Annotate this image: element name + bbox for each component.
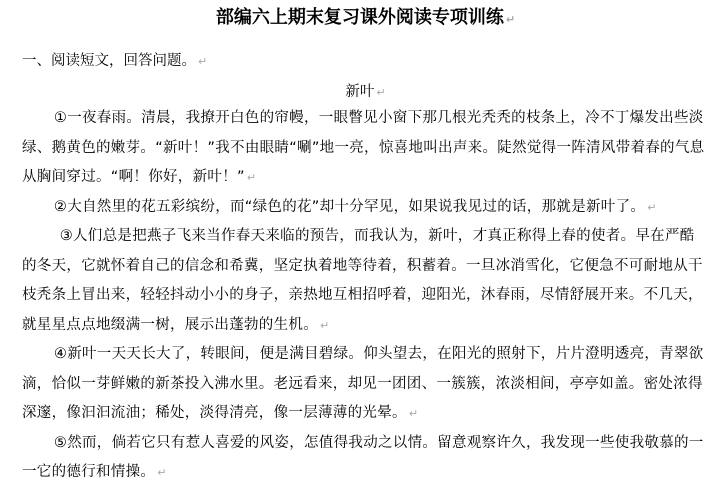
document-title — [22, 4, 709, 32]
paragraph-mark-icon: ↵ — [376, 86, 386, 99]
passage-title — [22, 80, 709, 104]
paragraph-text: ②大自然里的花五彩缤纷，而“绿色的花”却十分罕见，如果说我见过的话，那就是新叶了。 — [53, 198, 646, 215]
paragraph-text: ④新叶一天天长大了，转眼间，便是满目碧绿。仰头望去，在阳光的照射下，片片澄明透亮，青翠欲滴，恰似一芽鲜嫩的新茶投入沸水里。老远看来，却见一团团、一簇簇，浓淡相间，亭亭如盖。密处浓得深邃，像汩汩流油；稀处，淡得清亮，像一层薄薄的光晕。 — [22, 346, 704, 421]
paragraph-text: ⑤然而，倘若它只有惹人喜爱的风姿，怎值得我动之以情。留意观察许久，我发现一些使我敬慕的一一它的德行和情操。 — [22, 434, 704, 480]
paragraph-text: ①一夜春雨。清晨，我撩开白色的帘幔，一眼瞥见小窗下那几根光秃秃的枝条上，冷不丁爆发出些淡绿、鹅黄色的嫩芽。“新叶！”我不由眼睛“唰”地一亮，惊喜地叫出声来。陡然觉得一阵清风带着春的气息从胸间穿过。“啊！你好，新叶！” — [22, 110, 705, 185]
paragraph-5 — [22, 429, 709, 488]
paragraph-mark-icon: ↵ — [647, 200, 657, 214]
section-heading-text: 一、阅读短文，回答问题。 — [22, 53, 196, 69]
section-heading — [22, 50, 709, 72]
paragraph-mark-icon: ↵ — [408, 407, 419, 420]
paragraph-mark-icon: ↵ — [246, 171, 257, 184]
passage-title-text: 新叶 — [345, 84, 375, 100]
paragraph-mark-icon: ↵ — [505, 13, 516, 26]
paragraph-mark-icon: ↵ — [157, 466, 167, 479]
paragraph-text: ③人们总是把燕子飞来当作春天来临的预告，而我认为，新叶，才真正称得上春的使者。早在严酷的冬天，它就怀着自己的信念和希冀，坚定执着地等待着，积蓄着。一旦冰消雪化，它便急不可耐地从干枝秃条上冒出来，轻轻抖动小小的身子，亲热地互相招呼着，迎阳光，沐春雨，尽情舒展开来。不几天，就星星点点地缀满一树，展示出蓬勃的生机。 — [22, 228, 703, 333]
paragraph-4 — [22, 340, 709, 429]
paragraph-mark-icon: ↵ — [198, 55, 208, 68]
paragraph-mark-icon: ↵ — [320, 318, 330, 332]
paragraph-2 — [22, 193, 709, 223]
paragraph-1 — [22, 104, 709, 193]
document-title-text: 部编六上期末复习课外阅读专项训练 — [215, 7, 504, 28]
paragraph-3 — [22, 222, 709, 340]
